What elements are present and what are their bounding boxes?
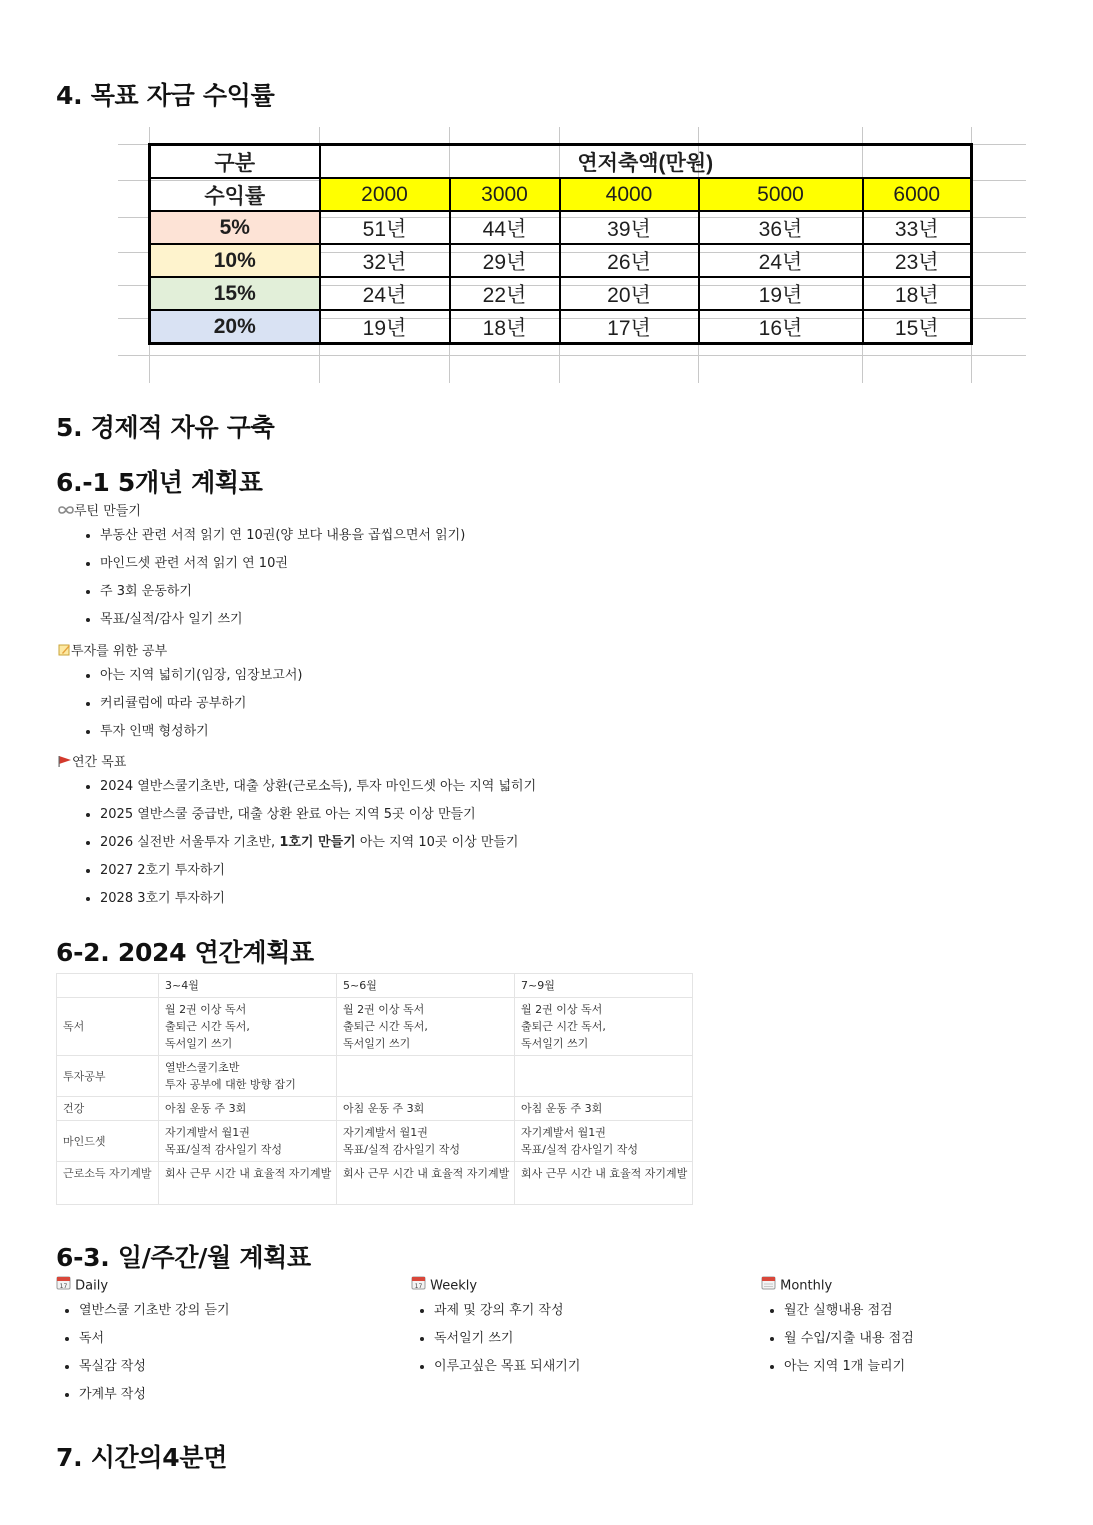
amount-header: 5000: [699, 178, 863, 211]
table-header-row: [57, 974, 693, 998]
section-6-3-heading: 6-3. 일/주간/월 계획표: [56, 1243, 311, 1272]
years-cell: 18년: [450, 310, 560, 344]
years-cell: 16년: [699, 310, 863, 344]
amount-header: 3000: [450, 178, 560, 211]
weekly-column: [411, 1275, 580, 1386]
years-cell: 51년: [320, 211, 450, 244]
svg-text:17: 17: [414, 1283, 423, 1290]
daily-list: [56, 1302, 230, 1414]
table-cell: 자기계발서 월1권 목표/실적 감사일기 작성: [159, 1121, 337, 1162]
list-item: • 아는 지역 1개 늘리기: [784, 1358, 914, 1386]
rate-cell: 20%: [150, 310, 320, 344]
years-cell: 18년: [863, 277, 972, 310]
row-label: 근로소득 자기계발: [57, 1162, 159, 1205]
rate-cell: 15%: [150, 277, 320, 310]
routine-group-label: [58, 500, 141, 519]
flag-icon: [58, 755, 72, 771]
row-label: 건강: [57, 1097, 159, 1121]
memo-icon: [58, 643, 71, 660]
section-4-heading: 4. 목표 자금 수익률: [56, 81, 275, 110]
years-cell: 19년: [320, 310, 450, 344]
list-item: • 2025 열반스쿨 중급반, 대출 상환 완료 아는 지역 5곳 이상 만들기: [100, 807, 536, 835]
table-cell: [515, 1056, 693, 1097]
list-item: • 부동산 관련 서적 읽기 연 10권(양 보다 내용을 곱씹으면서 읽기): [100, 528, 465, 556]
section-5-heading: 5. 경제적 자유 구축: [56, 413, 275, 442]
monthly-list: [761, 1302, 914, 1386]
list-item: • 커리큘럼에 따라 공부하기: [100, 696, 303, 724]
table-cell: 아침 운동 주 3회: [159, 1097, 337, 1121]
rate-cell: 10%: [150, 244, 320, 277]
infinity-icon: [58, 504, 74, 519]
table-row: [57, 1121, 693, 1162]
years-cell: 22년: [450, 277, 560, 310]
table-cell: 자기계발서 월1권 목표/실적 감사일기 작성: [337, 1121, 515, 1162]
years-cell: 23년: [863, 244, 972, 277]
list-item: • 월간 실행내용 점검: [784, 1302, 914, 1330]
section-6-2-heading: 6-2. 2024 연간계획표: [56, 938, 314, 967]
list-item: • 과제 및 강의 후기 작성: [434, 1302, 580, 1330]
table-row: [57, 1162, 693, 1205]
list-item: • 월 수입/지출 내용 점검: [784, 1330, 914, 1358]
study-list: [80, 668, 303, 752]
table-header-cell: 3~4월: [159, 974, 337, 998]
study-group-label: [58, 640, 167, 660]
weekly-label: 17 Weekly: [411, 1275, 580, 1295]
annual-goal-label-text: 연간 목표: [72, 755, 127, 770]
amount-header: 4000: [560, 178, 699, 211]
table-cell: 아침 운동 주 3회: [515, 1097, 693, 1121]
years-cell: 15년: [863, 310, 972, 344]
annual-goal-list: [80, 779, 536, 919]
years-cell: 17년: [560, 310, 699, 344]
amount-header: 6000: [863, 178, 972, 211]
table-row: [150, 244, 972, 277]
list-item: • 마인드셋 관련 서적 읽기 연 10권: [100, 556, 465, 584]
section-6-1-heading: 6.-1 5개년 계획표: [56, 468, 263, 497]
list-item: • 목표/실적/감사 일기 쓰기: [100, 612, 465, 640]
table-row: [57, 1056, 693, 1097]
years-cell: 24년: [699, 244, 863, 277]
table-row: [150, 277, 972, 310]
table-cell: 아침 운동 주 3회: [337, 1097, 515, 1121]
row-label: 투자공부: [57, 1056, 159, 1097]
years-cell: 44년: [450, 211, 560, 244]
annual-goal-group-label: [58, 751, 126, 771]
table-row: [150, 211, 972, 244]
svg-text:17: 17: [59, 1283, 68, 1290]
list-item: • 목실감 작성: [79, 1358, 230, 1386]
monthly-label: Monthly: [761, 1275, 914, 1295]
table-cell: 회사 근무 시간 내 효율적 자기계발: [337, 1162, 515, 1205]
table-cell: 열반스쿨기초반 투자 공부에 대한 방향 잡기: [159, 1056, 337, 1097]
label-column-header: 구분: [150, 145, 320, 179]
amount-header: 2000: [320, 178, 450, 211]
list-item: • 투자 인맥 형성하기: [100, 724, 303, 752]
daily-column: [56, 1275, 230, 1414]
table-header-cell: 5~6월: [337, 974, 515, 998]
calendar-icon: [411, 1275, 426, 1297]
table-cell: 월 2권 이상 독서 출퇴근 시간 독서, 독서일기 쓰기: [337, 998, 515, 1056]
rate-cell: 5%: [150, 211, 320, 244]
table-cell: [337, 1056, 515, 1097]
calendar-icon: [56, 1275, 71, 1297]
list-item: • 2028 3호기 투자하기: [100, 891, 536, 919]
table-row: [150, 310, 972, 344]
list-item: • 열반스쿨 기초반 강의 듣기: [79, 1302, 230, 1330]
years-cell: 33년: [863, 211, 972, 244]
list-item: • 가계부 작성: [79, 1386, 230, 1414]
table-header-cell: 7~9월: [515, 974, 693, 998]
list-item: • 2027 2호기 투자하기: [100, 863, 536, 891]
list-item: • 독서일기 쓰기: [434, 1330, 580, 1358]
savings-rate-table: [148, 143, 973, 345]
calendar-icon: [761, 1275, 776, 1297]
table-cell: 회사 근무 시간 내 효율적 자기계발: [515, 1162, 693, 1205]
annual-plan-table: [56, 973, 693, 1205]
list-item: • 아는 지역 넓히기(임장, 임장보고서): [100, 668, 303, 696]
years-cell: 32년: [320, 244, 450, 277]
years-cell: 29년: [450, 244, 560, 277]
section-7-heading: 7. 시간의4분면: [56, 1443, 228, 1472]
row-label: 독서: [57, 998, 159, 1056]
monthly-column: [761, 1275, 914, 1386]
list-item: • 2024 열반스쿨기초반, 대출 상환(근로소득), 투자 마인드셋 아는 지역 넓히기: [100, 779, 536, 807]
table-row: [57, 1097, 693, 1121]
table-row: [57, 998, 693, 1056]
years-cell: 36년: [699, 211, 863, 244]
table-cell: 월 2권 이상 독서 출퇴근 시간 독서, 독서일기 쓰기: [159, 998, 337, 1056]
table-header-cell: [57, 974, 159, 998]
weekly-list: [411, 1302, 580, 1386]
years-cell: 24년: [320, 277, 450, 310]
years-cell: 19년: [699, 277, 863, 310]
row-label: 마인드셋: [57, 1121, 159, 1162]
routine-label-text: 루틴 만들기: [74, 504, 141, 519]
years-cell: 20년: [560, 277, 699, 310]
rate-column-header: 수익률: [150, 178, 320, 211]
years-cell: 39년: [560, 211, 699, 244]
list-item: • 독서: [79, 1330, 230, 1358]
study-label-text: 투자를 위한 공부: [71, 644, 168, 659]
table-cell: 자기계발서 월1권 목표/실적 감사일기 작성: [515, 1121, 693, 1162]
annual-savings-header: 연저축액(만원): [320, 145, 972, 179]
years-cell: 26년: [560, 244, 699, 277]
list-item: • 주 3회 운동하기: [100, 584, 465, 612]
list-item: • 이루고싶은 목표 되새기기: [434, 1358, 580, 1386]
list-item: • 2026 실전반 서울투자 기초반, 1호기 만들기 아는 지역 10곳 이상 만들기: [100, 835, 536, 863]
table-cell: 회사 근무 시간 내 효율적 자기계발: [159, 1162, 337, 1205]
daily-label: 17 Daily: [56, 1275, 230, 1295]
table-cell: 월 2권 이상 독서 출퇴근 시간 독서, 독서일기 쓰기: [515, 998, 693, 1056]
routine-list: [80, 528, 465, 640]
